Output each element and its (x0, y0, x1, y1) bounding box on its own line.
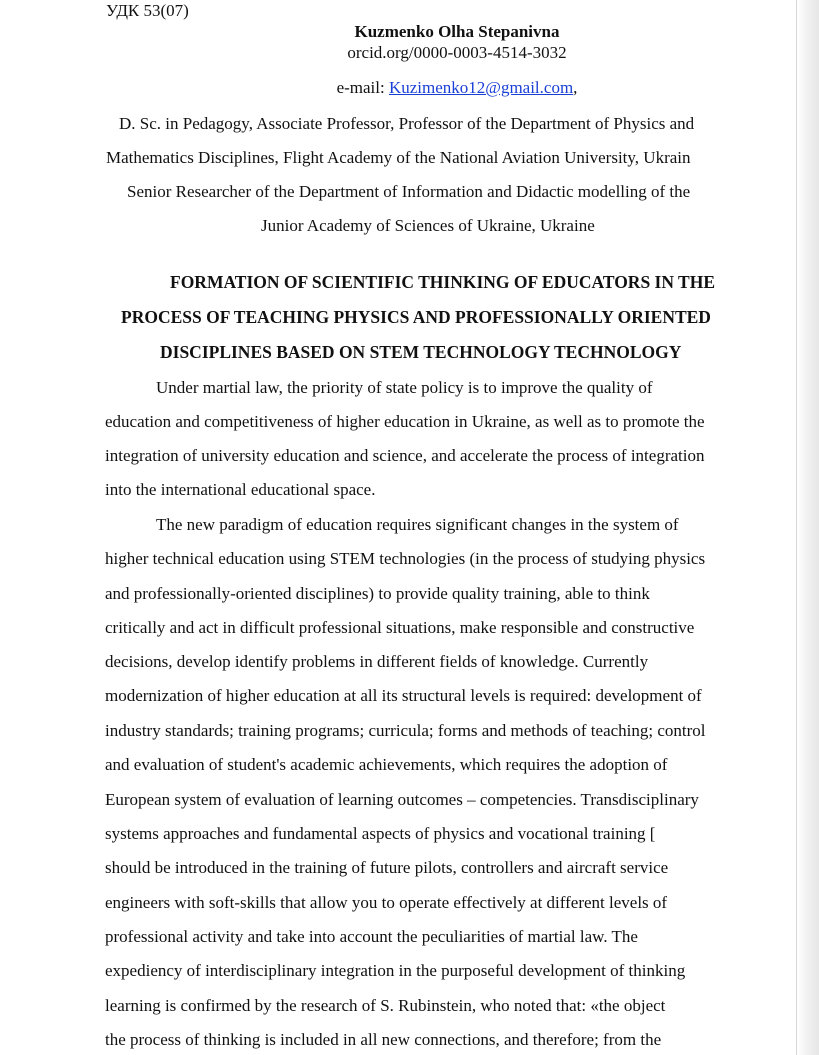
body-text-line: higher technical education using STEM technologies (in the process of studying physics (105, 549, 706, 568)
affiliation-line: Junior Academy of Sciences of Ukraine, Ukraine (261, 216, 595, 235)
body-text-line: European system of evaluation of learning outcomes – competencies. Transdisciplinary (105, 790, 699, 809)
author-orcid: orcid.org/0000-0003-4514-3032 (347, 43, 567, 62)
body-text-line: education and competitiveness of higher education in Ukraine, as well as to promote the (105, 412, 705, 431)
body-text-line: and professionally-oriented disciplines) to provide quality training, able to think (105, 584, 650, 603)
body-text-line: professional activity and take into account the peculiarities of martial law. The (105, 927, 638, 946)
page-right-edge (796, 0, 819, 1055)
paper-title-line: FORMATION OF SCIENTIFIC THINKING OF EDUCATORS IN THE (170, 272, 716, 292)
body-text-line: decisions, develop identify problems in different fields of knowledge. Currently (105, 652, 649, 671)
body-text-line: systems approaches and fundamental aspects of physics and vocational training [ (105, 824, 656, 843)
body-text-line: engineers with soft-skills that allow you to operate effectively at different levels of (105, 893, 668, 912)
paper-title-line: PROCESS OF TEACHING PHYSICS AND PROFESSIONALLY ORIENTED (121, 307, 711, 327)
body-text-line: industry standards; training programs; curricula; forms and methods of teaching; control (105, 721, 706, 740)
body-text-line: into the international educational space. (105, 480, 376, 499)
paper-title-line: DISCIPLINES BASED ON STEM TECHNOLOGY TECHNOLOGY (160, 342, 682, 362)
affiliation-line: D. Sc. in Pedagogy, Associate Professor, Professor of the Department of Physics and (119, 114, 695, 133)
email-label: e-mail: (336, 78, 385, 97)
body-text-line: The new paradigm of education requires significant changes in the system of (156, 515, 679, 534)
affiliation-line: Senior Researcher of the Department of Information and Didactic modelling of the (127, 182, 691, 201)
udk-code: УДК 53(07) (106, 1, 189, 20)
email-link[interactable]: Kuzimenko12@gmail.com (388, 78, 574, 97)
email-suffix: , (573, 78, 578, 97)
affiliation-line: Mathematics Disciplines, Flight Academy of the National Aviation University, Ukrain (106, 148, 691, 167)
body-text-line: and evaluation of student's academic achievements, which requires the adoption of (105, 755, 668, 774)
author-name: Kuzmenko Olha Stepanivna (354, 22, 560, 41)
body-text-line: Under martial law, the priority of state policy is to improve the quality of (156, 378, 653, 397)
body-text-line: critically and act in difficult professional situations, make responsible and constructive (105, 618, 695, 637)
body-text-line: integration of university education and science, and accelerate the process of integration (105, 446, 705, 465)
body-text-line: modernization of higher education at all its structural levels is required: development of (105, 686, 702, 705)
body-text-line: should be introduced in the training of future pilots, controllers and aircraft service (105, 858, 669, 877)
body-text-line: the process of thinking is included in all new connections, and therefore; from the (105, 1030, 662, 1049)
author-email-line (0, 78, 819, 98)
body-text-line: expediency of interdisciplinary integration in the purposeful development of thinking (105, 961, 686, 980)
body-text-line: learning is confirmed by the research of S. Rubinstein, who noted that: «the object (105, 996, 666, 1015)
